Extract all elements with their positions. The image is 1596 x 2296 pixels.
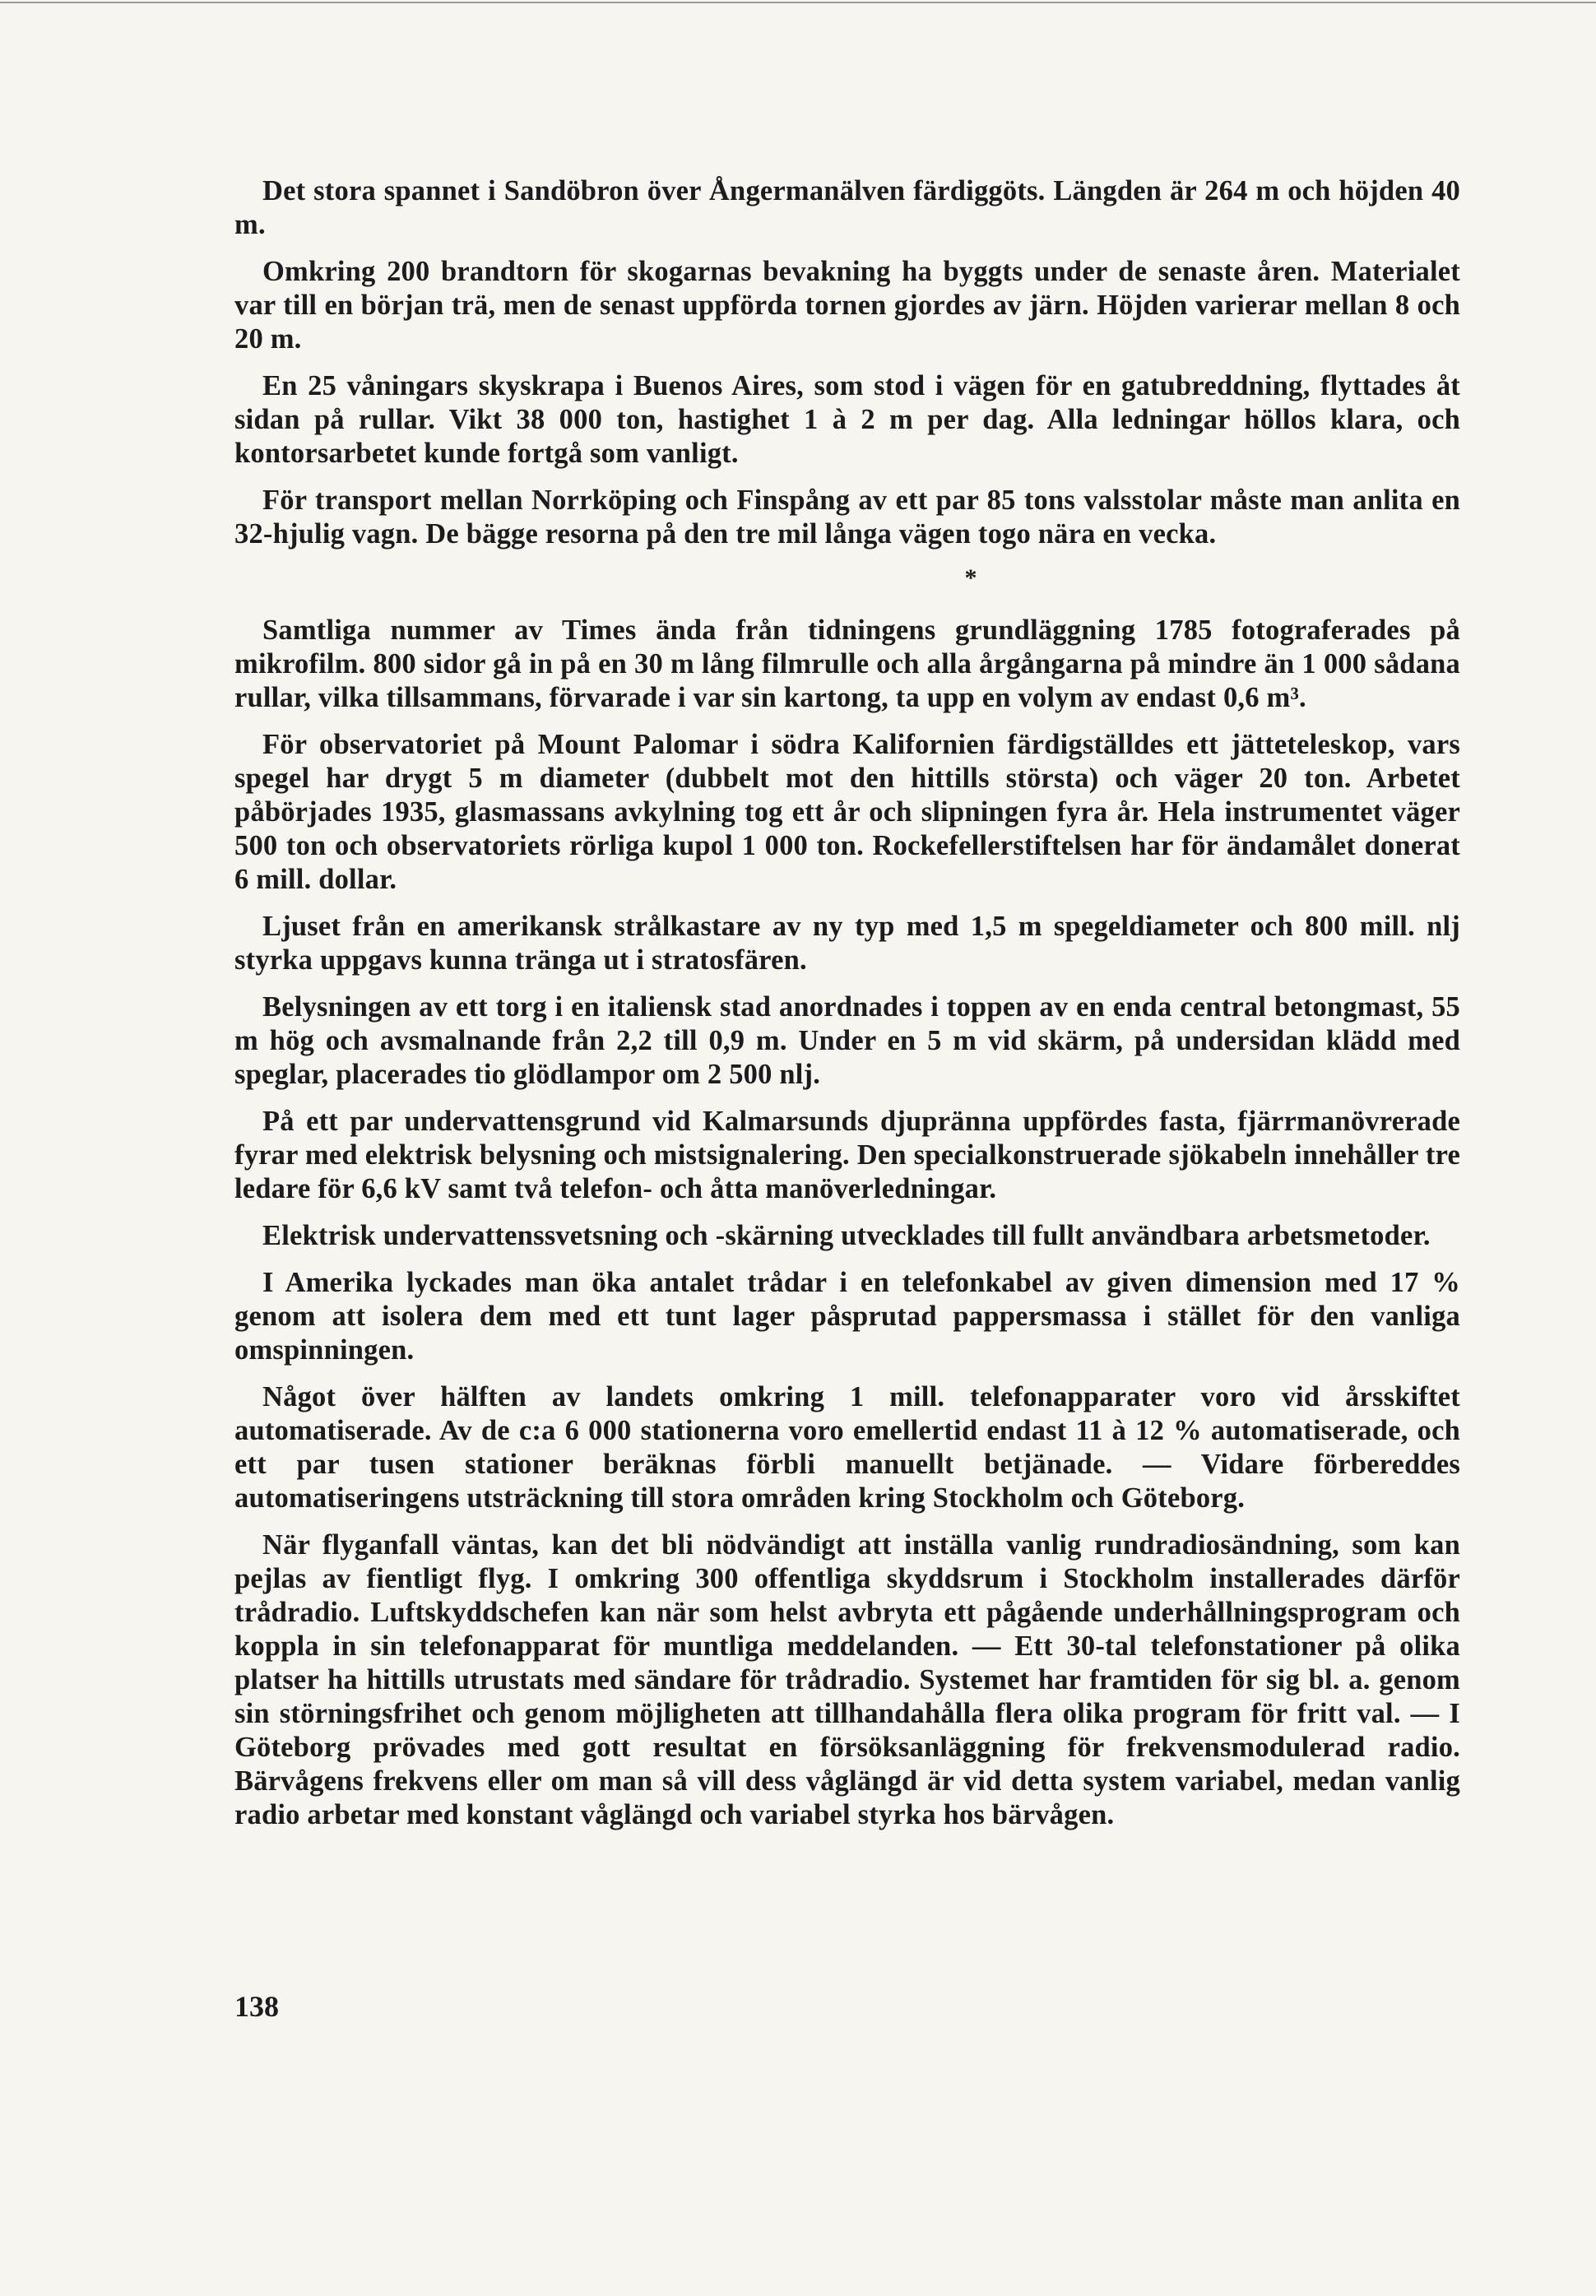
- paragraph-brandtorn: Omkring 200 brandtorn för skogarnas bevakning ha byggts under de senaste åren. Materialet var till en början trä, men de senast uppförda tornen gjordes av järn. Höjden varierar mellan 8 och 20 m.: [234, 256, 1460, 355]
- paragraph-valsstolar: För transport mellan Norrköping och Finspång av ett par 85 tons valsstolar måste man anlita en 32-hjulig vagn. De bägge resorna på den tre mil långa vägen togo nära en vecka.: [234, 485, 1460, 550]
- top-edge-rule: [0, 2, 1596, 3]
- paragraph-telefonkabel: I Amerika lyckades man öka antalet trådar i en telefonkabel av given dimension med 17 % genom att isolera dem med ett tunt lager påsprutad pappersmassa i stället för den vanliga omspinningen.: [234, 1267, 1460, 1366]
- paragraph-sandobron: Det stora spannet i Sandöbron över Ångermanälven färdiggöts. Längden är 264 m och höjden 40 m.: [234, 175, 1460, 240]
- paragraph-times-mikrofilm: Samtliga nummer av Times ända från tidningens grundläggning 1785 fotograferades på mikrofilm. 800 sidor gå in på en 30 m lång filmrulle och alla årgångarna på mindre än 1 000 sådana rullar, vilka tillsammans, förvarade i var sin kartong, ta upp en volym av endast 0,6 m³.: [234, 615, 1460, 713]
- page-number: 138: [234, 1990, 279, 2023]
- paragraph-mount-palomar: För observatoriet på Mount Palomar i södra Kalifornien färdigställdes ett jätteteleskop, vars spegel har drygt 5 m diameter (dubbelt mot den hittills största) och väger 20 ton. Arbetet påbörjades 1935, glasmassans avkylning tog ett år och slipningen fyra år. Hela instrumentet väger 500 ton och observatoriets rörliga kupol 1 000 ton. Rockefellerstiftelsen har för ändamålet donerat 6 mill. dollar.: [234, 729, 1460, 895]
- section-separator-asterisk: *: [964, 564, 977, 591]
- paragraph-skyskrapa: En 25 våningars skyskrapa i Buenos Aires, som stod i vägen för en gatubreddning, flyttades åt sidan på rullar. Vikt 38 000 ton, hastighet 1 à 2 m per dag. Alla ledningar höllos klara, och kontorsarbetet kunde fortgå som vanligt.: [234, 370, 1460, 469]
- paragraph-undervattenssvetsning: Elektrisk undervattenssvetsning och -skärning utvecklades till fullt användbara arbetsmetoder.: [262, 1220, 1431, 1251]
- paragraph-stralkastare: Ljuset från en amerikansk strålkastare av ny typ med 1,5 m spegeldiameter och 800 mill. nlj styrka uppgavs kunna tränga ut i stratosfären.: [234, 911, 1460, 976]
- paragraph-tradradio: När flyganfall väntas, kan det bli nödvändigt att inställa vanlig rundradiosändning, som kan pejlas av fientligt flyg. I omkring 300 offentliga skyddsrum i Stockholm installerades därför trådradio. Luftskyddschefen kan när som helst avbryta ett pågående underhållningsprogram och koppla in sin telefonapparat för muntliga meddelanden. — Ett 30-tal telefonstationer på olika platser ha hittills utrustats med sändare för trådradio. Systemet har framtiden för sig bl. a. genom sin störningsfrihet och genom möjligheten att tillhandahålla flera olika program för fritt val. — I Göteborg prövades med gott resultat en försöksanläggning för frekvensmodulerad radio. Bärvågens frekvens eller om man så vill dess våglängd är vid detta system variabel, medan vanlig radio arbetar med konstant våglängd och variabel styrka hos bärvågen.: [234, 1529, 1460, 1830]
- page-body: [234, 174, 1460, 1845]
- paragraph-torgbelysning: Belysningen av ett torg i en italiensk stad anordnades i toppen av en enda central betongmast, 55 m hög och avsmalnande från 2,2 till 0,9 m. Under en 5 m vid skärm, på undersidan klädd med speglar, placerades tio glödlampor om 2 500 nlj.: [234, 991, 1460, 1090]
- paragraph-automatisering: Något över hälften av landets omkring 1 mill. telefonapparater voro vid årsskiftet automatiserade. Av de c:a 6 000 stationerna voro emellertid endast 11 à 12 % automatiserade, och ett par tusen stationer beräknas förbli manuellt betjänade. — Vidare förbereddes automatiseringens utsträckning till stora områden kring Stockholm och Göteborg.: [234, 1381, 1460, 1514]
- paragraph-fyrar-kalmarsund: På ett par undervattensgrund vid Kalmarsunds djupränna uppfördes fasta, fjärrmanövrerade fyrar med elektrisk belysning och mistsignalering. Den specialkonstruerade sjökabeln innehåller tre ledare för 6,6 kV samt två telefon- och åtta manöverledningar.: [234, 1106, 1460, 1204]
